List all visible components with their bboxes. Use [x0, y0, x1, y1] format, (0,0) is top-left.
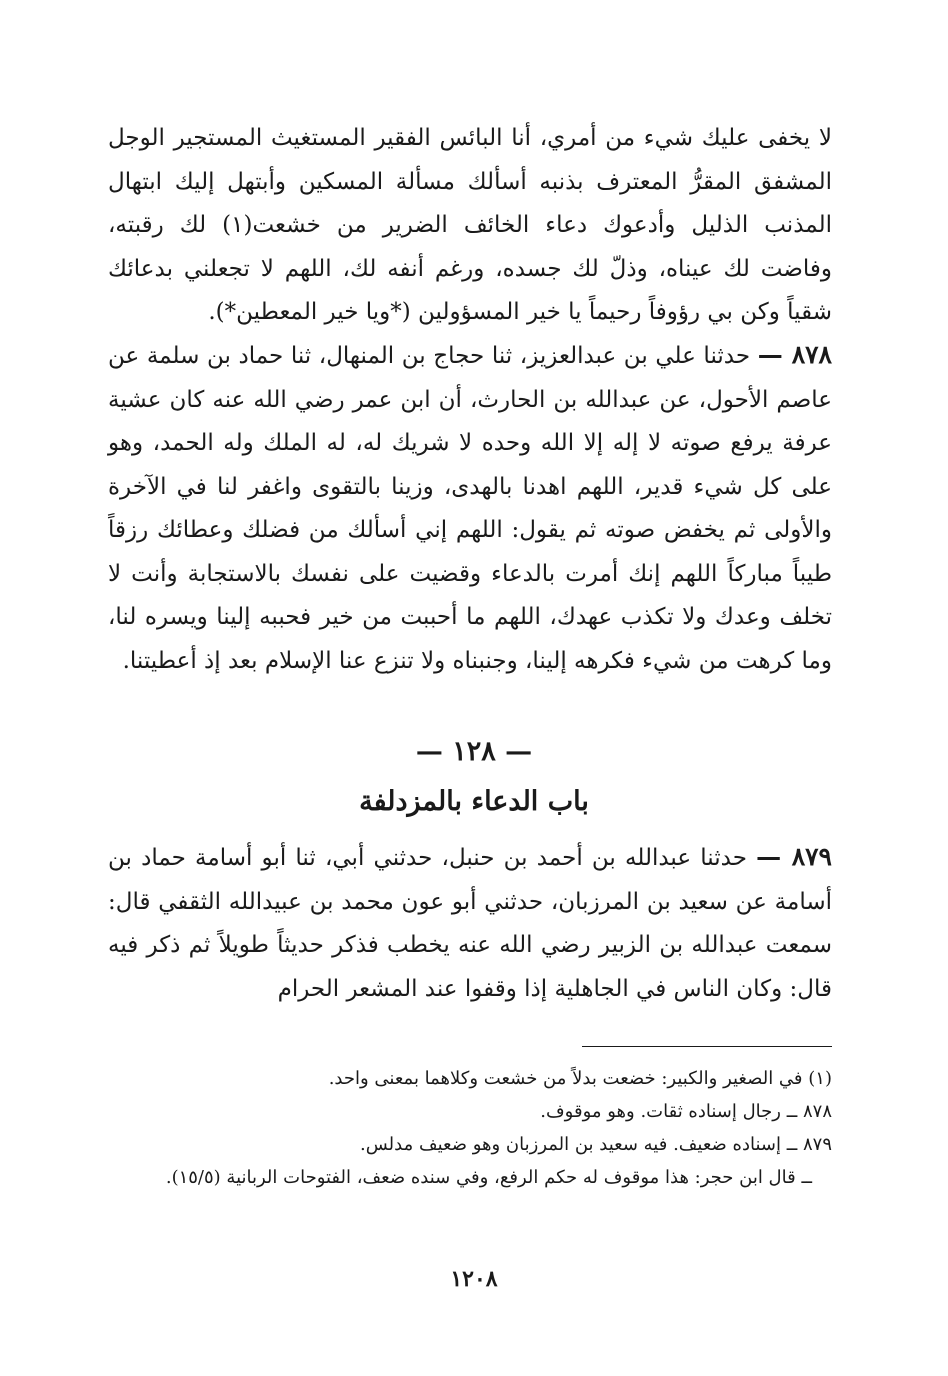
chapter-title: باب الدعاء بالمزدلفة	[359, 786, 589, 817]
section-number: — ١٢٨ —	[415, 736, 533, 767]
paragraph-continued-supplication	[108, 117, 832, 335]
hadith-number: ٨٧٩ —	[756, 842, 832, 871]
hadith-879	[108, 835, 832, 1011]
footnote-divider	[582, 1046, 832, 1047]
footnote-878: ٨٧٨ ــ رجال إسناده ثقات. وهو موقوف.	[540, 1101, 832, 1122]
page-number: ١٢٠٨	[450, 1266, 498, 1292]
hadith-878	[108, 333, 832, 683]
hadith-number: ٨٧٨ —	[757, 340, 832, 369]
footnote-879: ٨٧٩ ــ إسناده ضعيف. فيه سعيد بن المرزبان وهو ضعيف مدلس.	[359, 1134, 832, 1155]
footnote-1: (١) في الصغير والكبير: خضعت بدلاً من خشعت وكلاهما بمعنى واحد.	[328, 1068, 832, 1089]
hadith-text: حدثنا علي بن عبدالعزيز، ثنا حجاج بن المنهال، ثنا حماد بن سلمة عن عاصم الأحول، عن عبدالله بن الحارث، أن ابن عمر رضي الله عنه كان عشية عرفة يرفع صوته لا إله إلا الله وحده لا شريك له، له الملك وله الحمد، وهو على كل شيء قدير، اللهم اهدنا بالهدى، وزينا بالتقوى واغفر لنا في الآخرة والأولى ثم يخفض صوته ثم يقول: اللهم إني أسألك من فضلك وعطائك رزقاً طيباً مباركاً اللهم إنك أمرت بالدعاء وقضيت على نفسك بالاستجابة وأنت لا تخلف وعدك ولا تكذب عهدك، اللهم ما أحببت من خير فحببه إلينا ويسره لنا، وما كرهت من شيء فكرهه إلينا، وجنبناه ولا تنزع عنا الإسلام بعد إذ أعطيتنا.	[108, 343, 832, 674]
paragraph-text: لا يخفى عليك شيء من أمري، أنا البائس الفقير المستغيث المستجير الوجل المشفق المقرُّ المعترف بذنبه أسألك مسألة المسكين وأبتهل إليك ابتهال المذنب الذليل وأدعوك دعاء الخائف الضرير من خشعت(١) لك رقبته، وفاضت لك عيناه، وذلّ لك جسده، ورغم أنفه لك، اللهم لا تجعلني بدعائك شقياً وكن بي رؤوفاً رحيماً يا خير المسؤولين (*ويا خير المعطين*).	[108, 125, 832, 325]
footnote-ibn-hajar: ــ قال ابن حجر: هذا موقوف له حكم الرفع، وفي سنده ضعف، الفتوحات الربانية (١٥/٥).	[165, 1167, 812, 1188]
footnotes	[108, 1062, 832, 1194]
hadith-text: حدثنا عبدالله بن أحمد بن حنبل، حدثني أبي، ثنا أبو أسامة حماد بن أسامة عن سعيد بن المرزبان، حدثني أبو عون محمد بن عبيدالله الثقفي قال: سمعت عبدالله بن الزبير رضي الله عنه يخطب فذكر حديثاً طويلاً ثم ذكر فيه قال: وكان الناس في الجاهلية إذا وقفوا عند المشعر الحرام	[108, 845, 832, 1002]
